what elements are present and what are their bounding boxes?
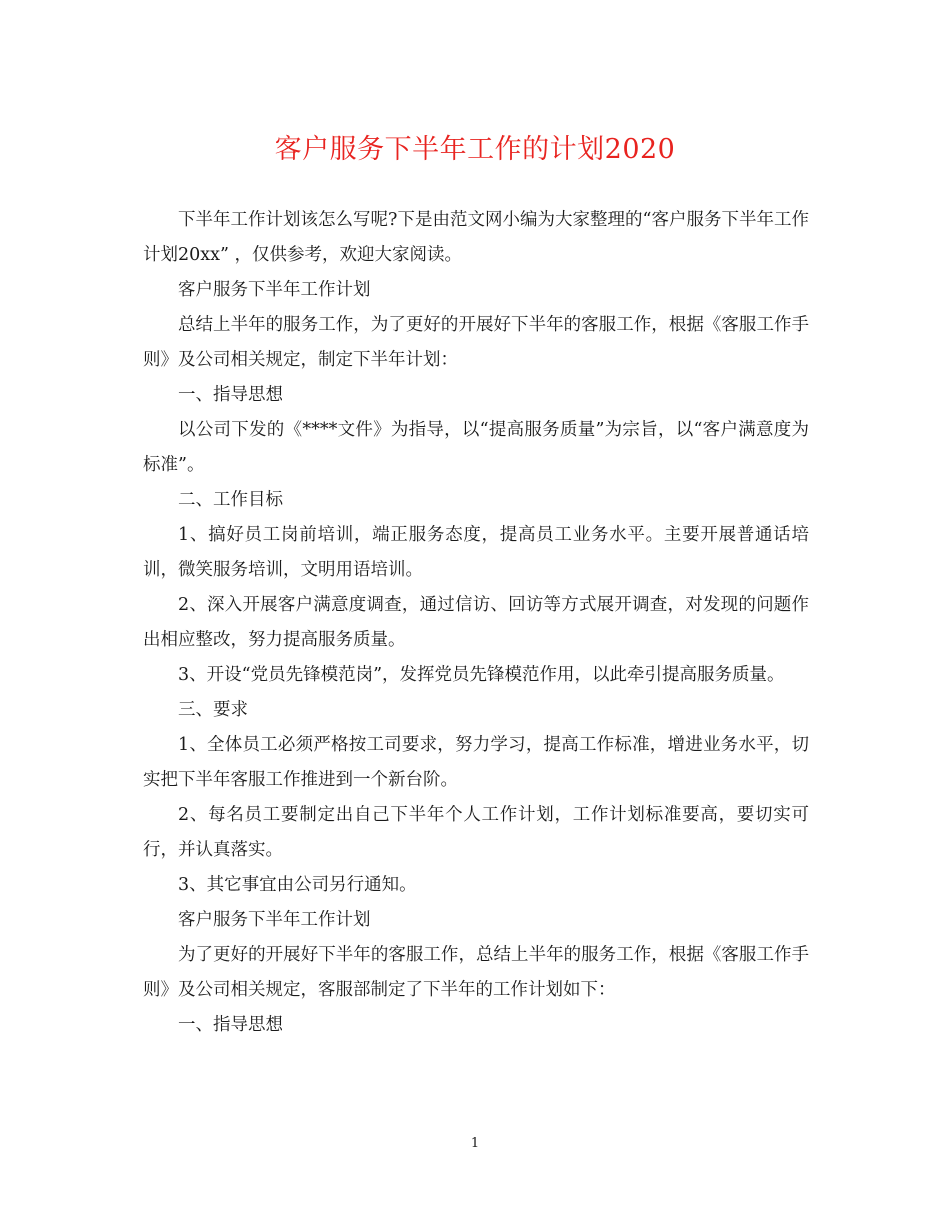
paragraph-guiding-thought: 以公司下发的《****文件》为指导，以“提高服务质量”为宗旨，以“客户满意度为标准”。 [143, 420, 809, 475]
page-number: 1 [470, 1136, 480, 1151]
paragraph-requirement-2: 2、每名员工要制定出自己下半年个人工作计划，工作计划标准要高，要切实可行，并认真落实。 [143, 805, 809, 860]
section-heading-guiding-thought: 一、指导思想 [178, 385, 283, 405]
paragraph-requirement-3: 3、其它事宜由公司另行通知。 [178, 875, 417, 895]
section-heading-requirements: 三、要求 [178, 700, 248, 720]
section-heading-plan: 客户服务下半年工作计划 [178, 280, 371, 300]
document-body [143, 203, 809, 1043]
document-title: 客户服务下半年工作的计划2020 [274, 134, 676, 165]
paragraph-summary-2: 为了更好的开展好下半年的客服工作，总结上半年的服务工作，根据《客服工作手则》及公司相关规定，客服部制定了下半年的工作计划如下： [143, 945, 809, 1000]
paragraph-summary: 总结上半年的服务工作，为了更好的开展好下半年的客服工作，根据《客服工作手则》及公司相关规定，制定下半年计划： [143, 315, 809, 370]
section-heading-plan-2: 客户服务下半年工作计划 [178, 910, 371, 930]
paragraph-goal-1: 1、搞好员工岗前培训，端正服务态度，提高员工业务水平。主要开展普通话培训，微笑服务培训，文明用语培训。 [143, 525, 809, 580]
section-heading-guiding-thought-2: 一、指导思想 [178, 1015, 283, 1035]
paragraph-goal-2: 2、深入开展客户满意度调查，通过信访、回访等方式展开调查，对发现的问题作出相应整改，努力提高服务质量。 [143, 595, 809, 650]
section-heading-work-goals: 二、工作目标 [178, 490, 283, 510]
paragraph-intro: 下半年工作计划该怎么写呢?下是由范文网小编为大家整理的“客户服务下半年工作计划20xx” ，仅供参考，欢迎大家阅读。 [143, 210, 809, 265]
paragraph-goal-3: 3、开设“党员先锋模范岗”，发挥党员先锋模范作用，以此牵引提高服务质量。 [178, 665, 785, 685]
paragraph-requirement-1: 1、全体员工必须严格按工司要求，努力学习，提高工作标准，增进业务水平，切实把下半年客服工作推进到一个新台阶。 [143, 735, 809, 790]
